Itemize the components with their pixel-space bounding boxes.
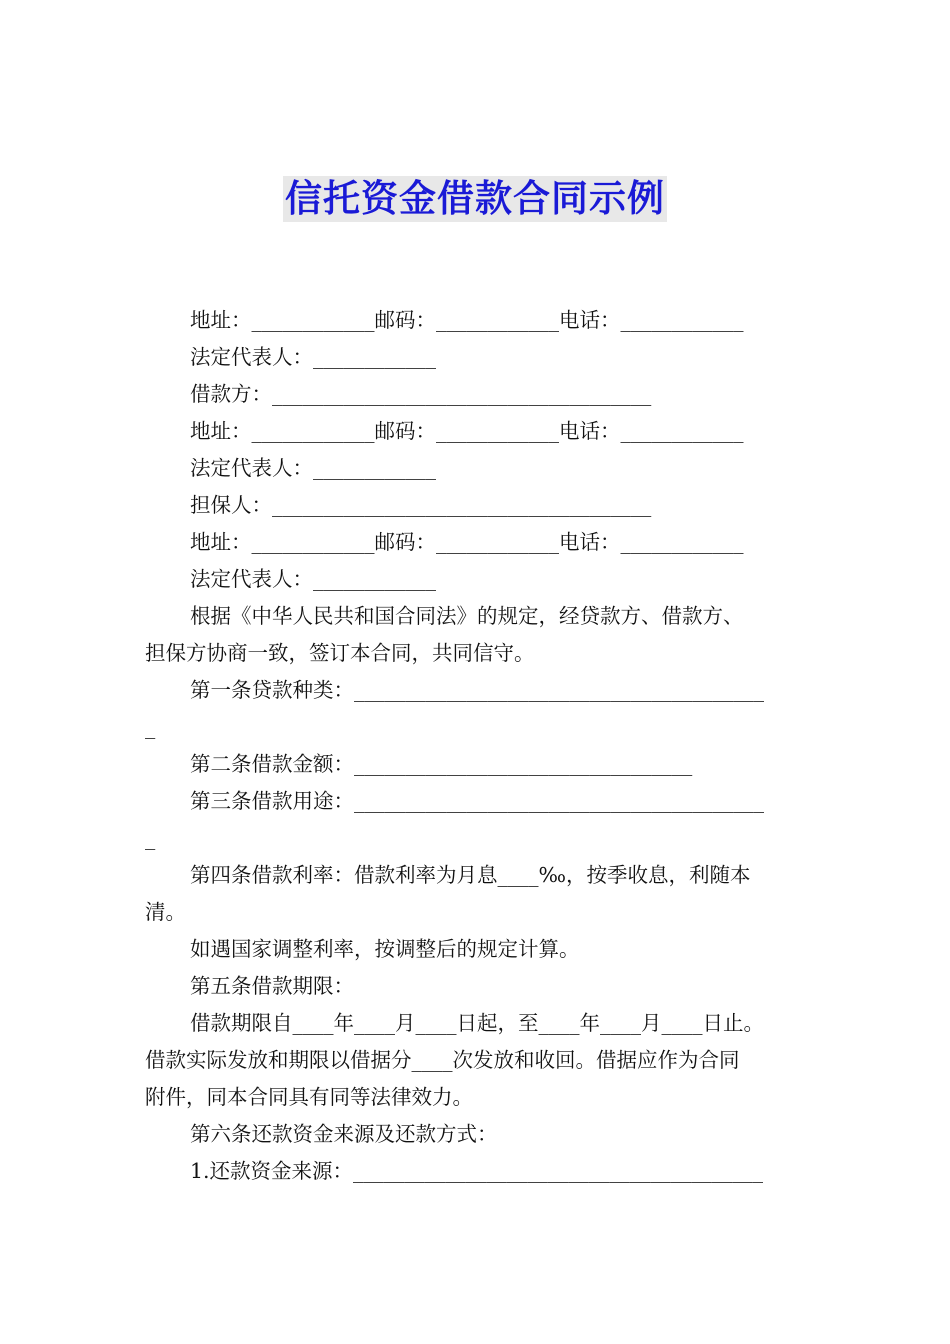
paragraph-line: 第一条贷款种类：________________________________________ bbox=[190, 678, 764, 702]
paragraph-line: 法定代表人：____________ bbox=[190, 567, 436, 591]
paragraph-line: 地址：____________邮码：____________电话：____________ bbox=[190, 530, 744, 554]
paragraph-line: 借款期限自____年____月____日起，至____年____月____日止。 bbox=[190, 1011, 764, 1035]
paragraph-line: 地址：____________邮码：____________电话：____________ bbox=[190, 419, 744, 443]
paragraph-line: 担保方协商一致，签订本合同，共同信守。 bbox=[145, 641, 535, 665]
paragraph-line: 法定代表人：____________ bbox=[190, 345, 436, 369]
paragraph-line: 担保人：_____________________________________ bbox=[190, 493, 652, 517]
document-title: 信托资金借款合同示例 bbox=[285, 177, 665, 220]
paragraph-line: 根据《中华人民共和国合同法》的规定，经贷款方、借款方、 bbox=[190, 604, 744, 628]
paragraph-line: 第二条借款金额：_________________________________ bbox=[190, 752, 693, 776]
paragraph-line: 借款实际发放和期限以借据分____次发放和收回。借据应作为合同 bbox=[145, 1048, 740, 1072]
paragraph-line: 第四条借款利率：借款利率为月息____‰，按季收息，利随本 bbox=[190, 863, 751, 887]
paragraph-line: 1.还款资金来源：________________________________________ bbox=[190, 1159, 764, 1183]
paragraph-line: _ bbox=[145, 826, 156, 850]
paragraph-line: _ bbox=[145, 715, 156, 739]
paragraph-line: 附件，同本合同具有同等法律效力。 bbox=[145, 1085, 473, 1109]
paragraph-line: 如遇国家调整利率，按调整后的规定计算。 bbox=[190, 937, 580, 961]
paragraph-line: 第三条借款用途：________________________________________ bbox=[190, 789, 764, 813]
paragraph-line: 借款方：_____________________________________ bbox=[190, 382, 652, 406]
document-body bbox=[145, 302, 810, 1190]
paragraph-line: 地址：____________邮码：____________电话：____________ bbox=[190, 308, 744, 332]
paragraph-line: 清。 bbox=[145, 900, 186, 924]
document-title-block bbox=[0, 176, 950, 222]
paragraph-line: 第六条还款资金来源及还款方式： bbox=[190, 1122, 498, 1146]
paragraph-line: 法定代表人：____________ bbox=[190, 456, 436, 480]
paragraph-line: 第五条借款期限： bbox=[190, 974, 354, 998]
